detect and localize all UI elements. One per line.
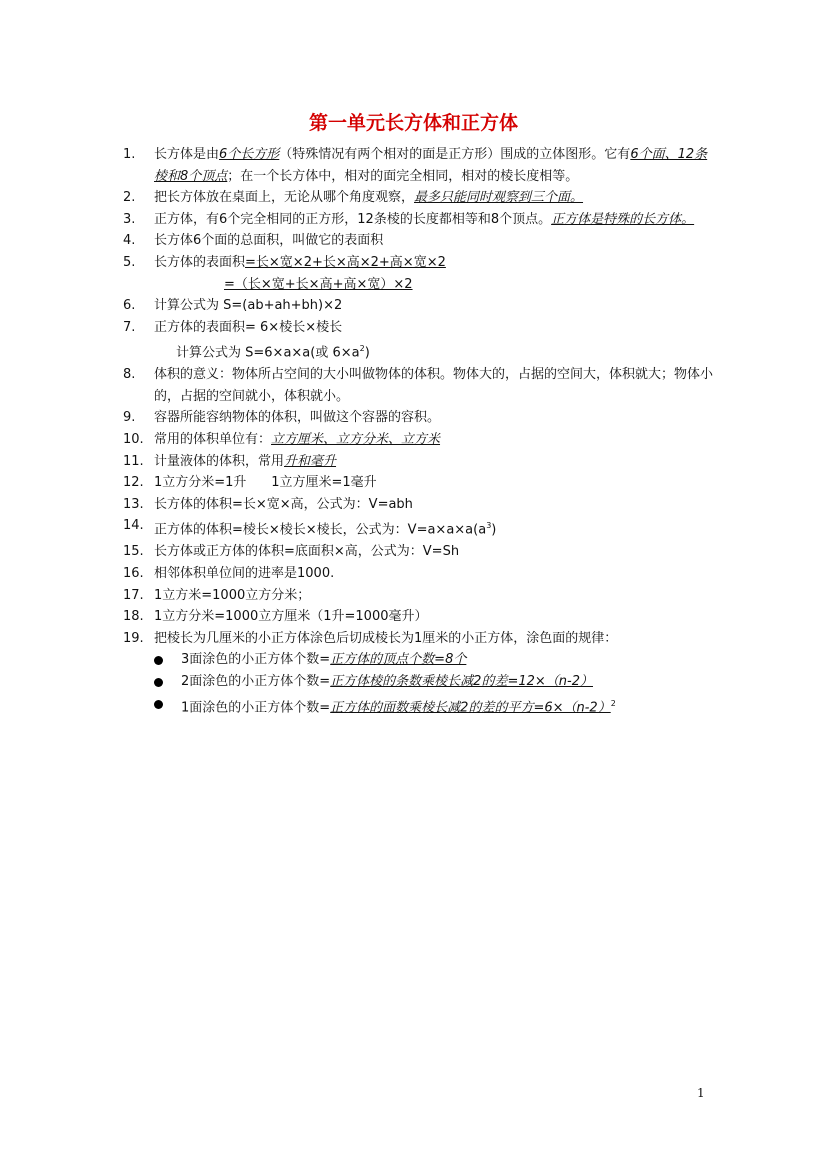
item-number: 8. bbox=[123, 367, 136, 383]
item-number: 13. bbox=[123, 496, 144, 512]
superscript: 2 bbox=[610, 698, 616, 708]
item-text: 长方体的体积=长×宽×高，公式为：V=abh bbox=[154, 496, 413, 512]
bullet-icon bbox=[154, 656, 163, 665]
item-emphasis: 正方体的顶点个数=8个 bbox=[330, 652, 467, 668]
item-number: 5. bbox=[123, 254, 136, 270]
item-emphasis: 正方体是特殊的长方体。 bbox=[551, 211, 695, 227]
item-number: 1. bbox=[123, 147, 136, 162]
bullet-icon bbox=[154, 700, 163, 709]
item-text: （特殊情况有两个相对的面是正方形）围成的立体图形。它有 bbox=[279, 147, 631, 162]
list-item bbox=[123, 407, 713, 429]
item-number: 9. bbox=[123, 410, 136, 426]
superscript: 3 bbox=[486, 521, 492, 531]
item-text: 长方体的表面积 bbox=[154, 254, 246, 270]
list-item bbox=[123, 515, 713, 541]
item-text: 把棱长为几厘米的小正方体涂色后切成棱长为1厘米的小正方体，涂色面的规律： bbox=[154, 630, 618, 646]
list-item bbox=[123, 494, 713, 516]
list-item bbox=[123, 472, 713, 494]
item-text: 1立方分米=1升 bbox=[154, 475, 247, 491]
item-text: 常用的体积单位有： bbox=[154, 432, 272, 448]
formula-text: ) bbox=[364, 345, 370, 361]
formula-text: =（长×宽+长×高+高×宽）×2 bbox=[224, 276, 413, 292]
item-text: 长方体是由 bbox=[154, 147, 220, 162]
list-item bbox=[123, 144, 713, 187]
item-text: 长方体或正方体的体积=底面积×高，公式为：V=Sh bbox=[154, 544, 460, 560]
item-text: 相邻体积单位间的进率是1000. bbox=[154, 565, 335, 581]
item-text: 正方体的体积=棱长×棱长×棱长，公式为：V=a×a×a(a bbox=[154, 522, 487, 538]
notes-list bbox=[123, 144, 713, 718]
formula-text: =长×宽×2+长×高×2+高×宽×2 bbox=[245, 254, 446, 270]
item-emphasis: 立方厘米、立方分米、立方米 bbox=[271, 432, 441, 448]
bullet-item bbox=[123, 693, 713, 719]
item-text: ) bbox=[491, 522, 497, 538]
item-text: 1立方厘米=1毫升 bbox=[271, 475, 377, 491]
bullet-item bbox=[123, 649, 713, 671]
list-item bbox=[123, 429, 713, 451]
item-number: 12. bbox=[123, 475, 144, 491]
item-number: 4. bbox=[123, 233, 136, 249]
formula-line bbox=[123, 338, 713, 364]
item-text: 容器所能容纳物体的体积，叫做这个容器的容积。 bbox=[154, 410, 441, 426]
item-text: ；在一个长方体中，相对的面完全相同，相对的棱长度相等。 bbox=[227, 168, 579, 184]
bullet-item bbox=[123, 671, 713, 693]
item-emphasis: 正方体的面数乘棱长减2的差的平方=6×（n-2） bbox=[330, 699, 611, 715]
item-number: 10. bbox=[123, 432, 144, 448]
item-text: 体积的意义：物体所占空间的大小叫做物体的体积。物体大的，占据的空间大，体积就大；物体小的，占据的空间就小，体积就小。 bbox=[154, 367, 714, 404]
item-text: 3面涂色的小正方体个数= bbox=[181, 652, 331, 668]
list-item bbox=[123, 563, 713, 585]
item-number: 19. bbox=[123, 630, 144, 646]
list-item bbox=[123, 606, 713, 628]
list-item bbox=[123, 187, 713, 209]
item-number: 18. bbox=[123, 609, 144, 625]
item-number: 14. bbox=[123, 518, 144, 534]
item-text: 长方体6个面的总面积，叫做它的表面积 bbox=[154, 233, 384, 249]
list-item bbox=[123, 628, 713, 650]
item-number: 15. bbox=[123, 544, 144, 560]
list-item bbox=[123, 451, 713, 473]
item-emphasis: 升和毫升 bbox=[284, 453, 337, 469]
item-text: 1立方米=1000立方分米； bbox=[154, 587, 311, 603]
page-number: 1 bbox=[697, 1086, 705, 1100]
list-item bbox=[123, 585, 713, 607]
formula-text: 计算公式为 S=6×a×a(或 6×a bbox=[176, 345, 360, 361]
item-number: 2. bbox=[123, 190, 136, 206]
item-text: 计算公式为 S=(ab+ah+bh)×2 bbox=[154, 298, 343, 314]
list-item bbox=[123, 295, 713, 317]
item-number: 6. bbox=[123, 298, 136, 314]
item-number: 17. bbox=[123, 587, 144, 603]
item-emphasis: 6个长方形 bbox=[219, 147, 280, 162]
item-text: 1立方分米=1000立方厘米（1升=1000毫升） bbox=[154, 609, 428, 625]
item-emphasis: 6个面、12条棱和8个顶点 bbox=[154, 147, 708, 184]
list-item bbox=[123, 364, 713, 407]
item-number: 7. bbox=[123, 319, 136, 335]
item-text: 计量液体的体积，常用 bbox=[154, 453, 285, 469]
item-emphasis: 正方体棱的条数乘棱长减2的差=12×（n-2） bbox=[330, 673, 593, 689]
list-item bbox=[123, 230, 713, 252]
superscript: 2 bbox=[359, 344, 365, 354]
item-number: 3. bbox=[123, 211, 136, 227]
item-text: 2面涂色的小正方体个数= bbox=[181, 673, 331, 689]
list-item bbox=[123, 541, 713, 563]
formula-line bbox=[123, 274, 713, 296]
list-item bbox=[123, 252, 713, 274]
item-text: 正方体的表面积= 6×棱长×棱长 bbox=[154, 319, 343, 335]
page-title: 第一单元长方体和正方体 bbox=[308, 112, 518, 134]
list-item bbox=[123, 209, 713, 231]
item-emphasis: 最多只能同时观察到三个面。 bbox=[414, 190, 584, 206]
item-text: 把长方体放在桌面上，无论从哪个角度观察， bbox=[154, 190, 415, 206]
item-number: 16. bbox=[123, 565, 144, 581]
bullet-icon bbox=[154, 678, 163, 687]
item-text: 1面涂色的小正方体个数= bbox=[181, 699, 331, 715]
list-item bbox=[123, 317, 713, 339]
item-number: 11. bbox=[123, 453, 144, 469]
item-text: 正方体，有6个完全相同的正方形，12条棱的长度都相等和8个顶点。 bbox=[154, 211, 552, 227]
